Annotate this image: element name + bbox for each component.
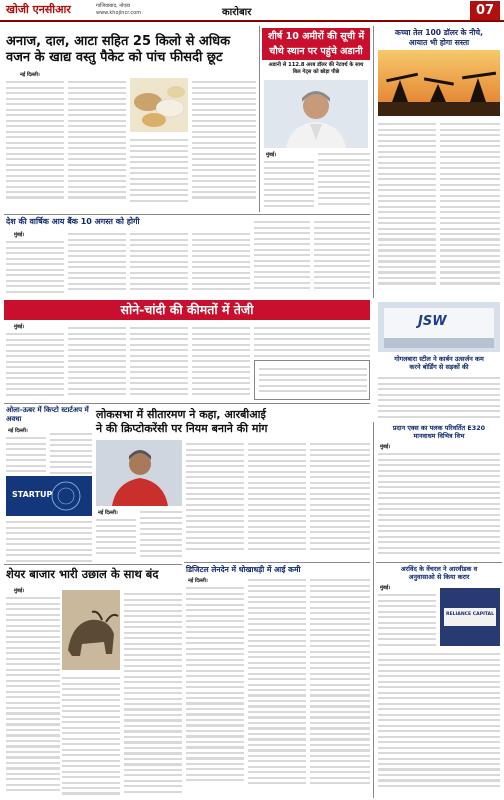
car-sales-byline: मुंबई। — [14, 232, 25, 238]
date-line-2: www.khojincr.com — [96, 10, 142, 16]
crude-photo — [378, 50, 500, 116]
crude-body-col-1 — [378, 120, 436, 296]
car-sales-col-1 — [6, 238, 64, 298]
bull-photo — [62, 590, 120, 670]
digital-body-col-2 — [248, 576, 306, 796]
startup-label: STARTUP — [12, 490, 53, 499]
grains-body-col-4 — [192, 78, 256, 212]
fintech-photo — [6, 476, 92, 516]
digital-byline: नई दिल्ली। — [188, 578, 208, 584]
reliance-label: RELIANCE CAPITAL — [445, 612, 495, 617]
masthead — [0, 0, 504, 22]
crude-headline — [378, 28, 500, 48]
ad-box-text — [259, 365, 367, 397]
crypto-body-col-5 — [310, 440, 370, 560]
jsw-photo — [378, 302, 500, 352]
grains-body-col-2 — [68, 78, 126, 212]
crypto-body-col-3 — [186, 440, 244, 560]
grains-headline-line-2: वजन के खाद्य वस्तु पैकेट को पांच फीसदी छूट — [6, 50, 223, 65]
grains-byline: नई दिल्ली। — [20, 72, 40, 78]
market-byline: मुंबई। — [14, 588, 25, 594]
gold-body-col-5 — [254, 324, 370, 358]
car-sales-col-3 — [130, 230, 188, 298]
bull-statue-image — [62, 590, 120, 670]
fintech-body-col-2 — [50, 430, 92, 474]
car-sales-col-5 — [254, 218, 310, 298]
crypto-byline: नई दिल्ली। — [98, 510, 118, 516]
crypto-body-col-4 — [248, 440, 306, 560]
market-headline: शेयर बाजार भारी उछाल के साथ बंद — [6, 567, 159, 581]
car-sales-col-6 — [314, 218, 370, 298]
page-number: 07 — [470, 1, 500, 20]
market-body-col-3 — [124, 590, 182, 798]
tyre-headline-line-2: मानवाधम विभित्र विभ — [413, 432, 465, 441]
grains-photo — [130, 78, 188, 132]
newspaper-logo: खोजी एनसीआर — [6, 3, 71, 16]
fintech-body-col-1 — [6, 434, 46, 474]
grains-headline-line-1: अनाज, दाल, आटा सहित 25 किलो से अधिक — [6, 34, 231, 49]
crypto-body-col-2 — [140, 508, 182, 560]
section-title: कारोबार — [222, 7, 252, 18]
date-line — [96, 3, 216, 17]
column-divider — [259, 26, 260, 212]
gold-byline: मुंबई। — [14, 324, 25, 330]
car-sales-col-2 — [68, 230, 126, 298]
section-divider — [4, 214, 370, 215]
column-divider — [373, 422, 374, 798]
sitharaman-photo — [96, 440, 182, 506]
crypto-headline-line-2: ने की क्रिप्टोकरेंसी पर नियम बनाने की मांग — [96, 422, 268, 435]
crypto-headline — [96, 408, 370, 436]
reliance-headline — [378, 565, 500, 582]
market-body-col-2 — [62, 674, 120, 798]
digital-body-col-1 — [186, 584, 244, 796]
digital-headline: डिजिटल लेनदेन में धोखाधड़ी में आई कमी — [186, 565, 301, 574]
jsw-headline-line-1: गोगलबारा स्टील ने कार्बन उत्सर्जन कम — [394, 355, 484, 363]
reliance-headline-line-2: अनुवासाओ से किया करार — [408, 573, 470, 582]
car-sales-headline: देश की वार्षिक आय बैंक 10 अगस्त को होगी — [6, 217, 140, 226]
crude-headline-line-1: कच्चा तेल 100 डॉलर के नीचे, — [394, 28, 484, 37]
grains-body-col-1 — [6, 78, 64, 212]
reliance-headline-line-1: अरविंद के वेंचरल ने आरवीडक व — [400, 565, 478, 573]
portrait-image — [264, 80, 368, 148]
gold-banner: सोने-चांदी की कीमतों में तेजी — [4, 300, 370, 320]
car-sales-col-4 — [192, 230, 250, 298]
market-body-col-1 — [6, 594, 60, 798]
jsw-headline-line-2: करने बोर्डिंग से सड़कों की — [409, 363, 469, 372]
ambani-photo — [264, 80, 368, 148]
ambani-subhead: अडानी से 112.8 अरब डॉलर की नेटवर्थ के साथ बिल गेट्स को छोड़ा पीछे — [268, 62, 364, 75]
fintech-byline: नई दिल्ली। — [8, 428, 28, 434]
gold-body-col-3 — [130, 324, 188, 400]
jsw-logo: JSW — [418, 314, 447, 329]
ambani-body-col-2 — [318, 150, 370, 212]
reliance-body — [378, 650, 500, 796]
minister-portrait-image — [96, 440, 182, 506]
column-divider — [373, 26, 374, 298]
reliance-photo — [440, 588, 500, 646]
grains-image — [130, 78, 188, 132]
tyre-headline — [378, 424, 500, 441]
gold-body-col-2 — [68, 324, 126, 400]
ambani-body-col-1 — [264, 158, 314, 212]
section-divider — [376, 562, 502, 563]
ambani-banner — [262, 28, 370, 60]
crude-headline-line-2: आयात भी होगा सस्ता — [408, 38, 470, 47]
ambani-banner-line-1: शीर्ष 10 अमीरों की सूची में — [267, 31, 365, 42]
ambani-banner-line-2: चौथे स्थान पर पहुंचे अडानी — [269, 46, 363, 57]
reliance-body-col-1 — [378, 591, 436, 647]
section-divider — [184, 562, 370, 563]
gold-body-col-1 — [6, 330, 64, 400]
date-line-1: गाजियाबाद, नोएडा — [96, 3, 131, 9]
fintech-headline: ओला-ऊबर में किप्टो स्टार्टअप में अवधा — [6, 406, 89, 423]
tyre-body — [378, 450, 500, 560]
digital-body-col-3 — [310, 576, 370, 796]
jsw-headline — [378, 355, 500, 372]
grains-headline — [6, 34, 258, 66]
crypto-body-col-1 — [96, 516, 136, 560]
fintech-body-col-3 — [6, 518, 92, 562]
oil-pump-image — [378, 50, 500, 116]
grains-body-col-3 — [130, 136, 188, 212]
gold-body-col-4 — [192, 324, 250, 400]
section-divider — [4, 403, 370, 404]
ad-box — [254, 360, 370, 400]
jsw-body — [378, 374, 500, 420]
crude-body-col-2 — [440, 120, 500, 296]
tyre-byline: मुंबई। — [380, 444, 391, 450]
reliance-byline: मुंबई। — [380, 585, 391, 591]
section-divider — [4, 564, 182, 565]
crypto-headline-line-1: लोकसभा में सीतारमण ने कहा, आरबीआई — [96, 408, 266, 421]
tyre-headline-line-1: प्रदान एक्स का पलक परिवर्तित E320 — [392, 424, 486, 432]
ambani-byline: मुंबई। — [266, 152, 277, 158]
